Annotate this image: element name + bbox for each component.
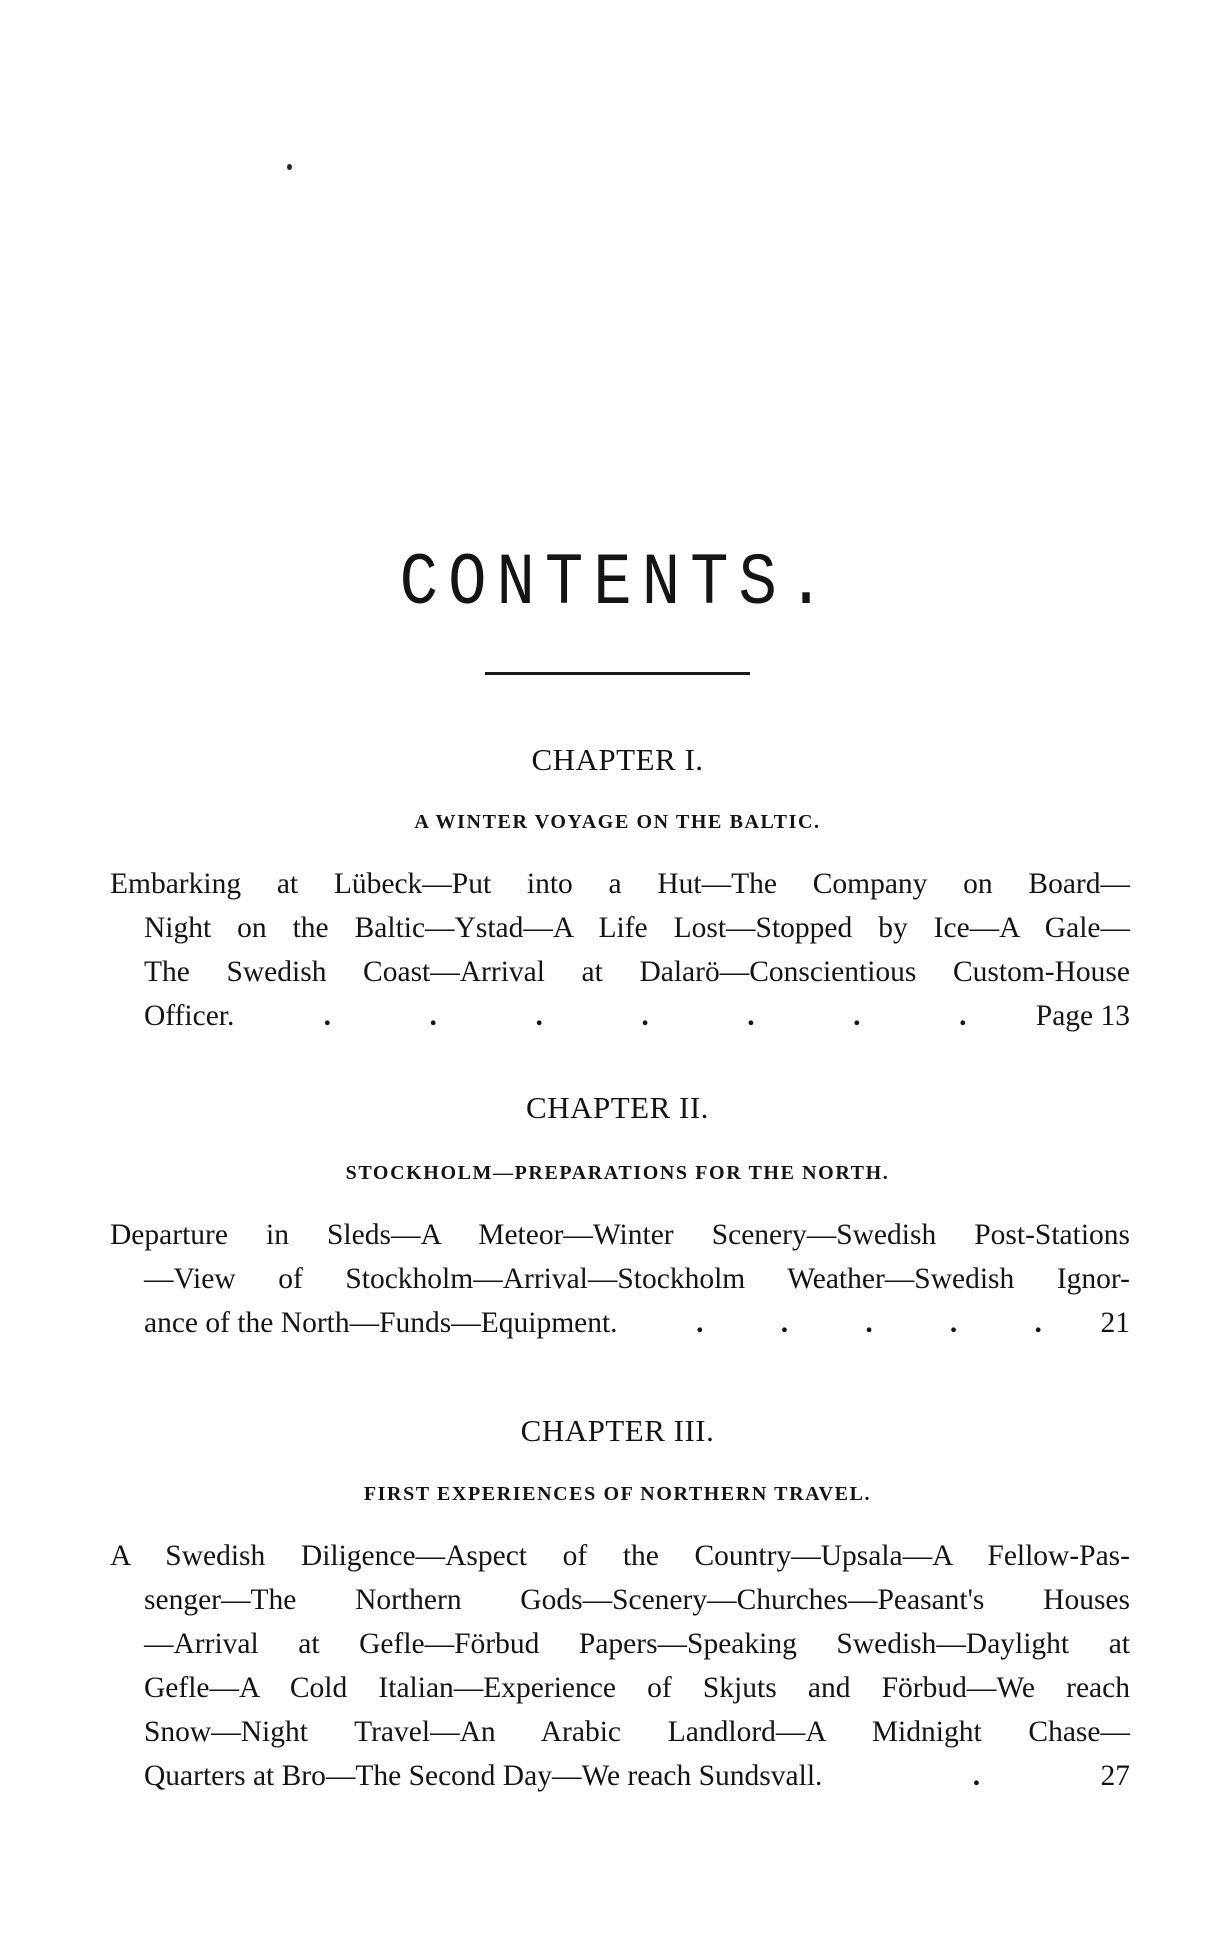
summary-line: Gefle—A Cold Italian—Experience of Skjuts and Förbud—We reach (144, 1672, 1130, 1704)
chapter-3-summary (110, 1534, 1130, 1798)
chapter-3-heading: CHAPTER III. (520, 1413, 715, 1448)
dot-leader: . (972, 1760, 981, 1792)
summary-line: A Swedish Diligence—Aspect of the Country—Upsala—A Fellow-Pas- (110, 1540, 1130, 1572)
page-reference: 21 (1100, 1307, 1130, 1339)
summary-line: senger—The Northern Gods—Scenery—Churches—Peasant's Houses (144, 1584, 1130, 1616)
chapter-1-subtitle: A WINTER VOYAGE ON THE BALTIC. (414, 811, 821, 833)
chapter-2-subtitle: STOCKHOLM—PREPARATIONS FOR THE NORTH. (345, 1162, 890, 1184)
page-reference: 27 (1100, 1760, 1130, 1792)
page-title: CONTENTS. (399, 543, 836, 627)
summary-last-line (110, 1754, 1130, 1798)
summary-line-text: Officer. (144, 1000, 235, 1032)
page-reference: Page 13 (1035, 1000, 1130, 1032)
summary-line: —Arrival at Gefle—Förbud Papers—Speaking Swedish—Daylight at (144, 1628, 1130, 1660)
summary-line: Snow—Night Travel—An Arabic Landlord—A Midnight Chase— (144, 1716, 1130, 1748)
dot-leader: . . . . . (696, 1307, 1042, 1339)
ink-speck (287, 164, 292, 170)
chapter-3-subtitle: FIRST EXPERIENCES OF NORTHERN TRAVEL. (363, 1483, 872, 1505)
summary-line: Embarking at Lübeck—Put into a Hut—The Company on Board— (110, 868, 1130, 900)
chapter-2-summary (110, 1213, 1130, 1345)
summary-last-line (110, 994, 1130, 1038)
dot-leader: . . . . . . . (323, 1000, 967, 1032)
summary-line-text: Quarters at Bro—The Second Day—We reach Sundsvall. (144, 1760, 823, 1792)
summary-line: Departure in Sleds—A Meteor—Winter Scenery—Swedish Post-Stations (110, 1219, 1130, 1251)
chapter-1-heading: CHAPTER I. (531, 742, 704, 777)
title-rule (485, 672, 750, 675)
summary-line: —View of Stockholm—Arrival—Stockholm Weather—Swedish Ignor- (144, 1263, 1130, 1295)
summary-line-text: ance of the North—Funds—Equipment. (144, 1307, 618, 1339)
summary-line: The Swedish Coast—Arrival at Dalarö—Conscientious Custom-House (144, 956, 1130, 988)
chapter-2-heading: CHAPTER II. (526, 1090, 709, 1125)
chapter-1-summary (110, 862, 1130, 1038)
summary-line: Night on the Baltic—Ystad—A Life Lost—Stopped by Ice—A Gale— (144, 912, 1130, 944)
summary-last-line (110, 1301, 1130, 1345)
